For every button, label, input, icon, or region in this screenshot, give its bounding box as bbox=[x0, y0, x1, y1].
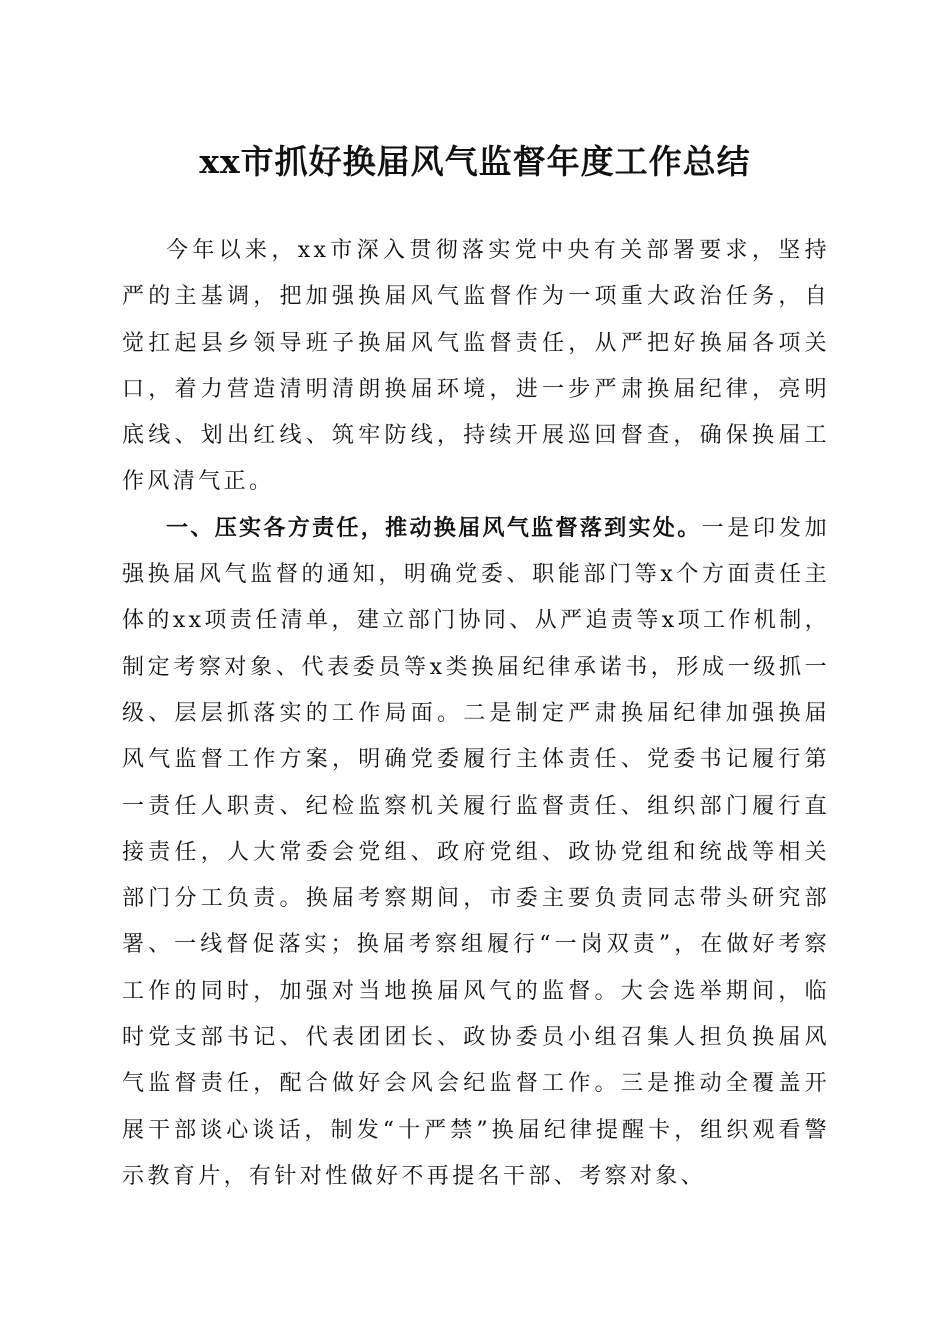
section-one-heading: 一、压实各方责任，推动换届风气监督落到实处。 bbox=[166, 515, 702, 541]
document-title: xx市抓好换届风气监督年度工作总结 bbox=[199, 142, 751, 181]
section-one-paragraph bbox=[122, 506, 830, 1200]
document-body bbox=[122, 228, 830, 1200]
intro-paragraph-text: 今年以来，xx市深入贯彻落实党中央有关部署要求，坚持严的主基调，把加强换届风气监督作为一项重大政治任务，自觉扛起县乡领导班子换届风气监督责任，从严把好换届各项关口，着力营造清明清朗换届环境，进一步严肃换届纪律，亮明底线、划出红线、筑牢防线，持续开展巡回督查，确保换届工作风清气正。 bbox=[122, 238, 830, 495]
intro-paragraph bbox=[122, 228, 830, 506]
section-one-text: 一是印发加强换届风气监督的通知，明确党委、职能部门等x个方面责任主体的xx项责任清单，建立部门协同、从严追责等x项工作机制，制定考察对象、代表委员等x类换届纪律承诺书，形成一级抓一级、层层抓落实的工作局面。二是制定严肃换届纪律加强换届风气监督工作方案，明确党委履行主体责任、党委书记履行第一责任人职责、纪检监察机关履行监督责任、组织部门履行直接责任，人大常委会党组、政府党组、政协党组和统战等相关部门分工负责。换届考察期间，市委主要负责同志带头研究部署、一线督促落实；换届考察组履行“一岗双责”，在做好考察工作的同时，加强对当地换届风气的监督。大会选举期间，临时党支部书记、代表团团长、政协委员小组召集人担负换届风气监督责任，配合做好会风会纪监督工作。三是推动全覆盖开展干部谈心谈话，制发“十严禁”换届纪律提醒卡，组织观看警示教育片，有针对性做好不再提名干部、考察对象、 bbox=[122, 515, 830, 1189]
